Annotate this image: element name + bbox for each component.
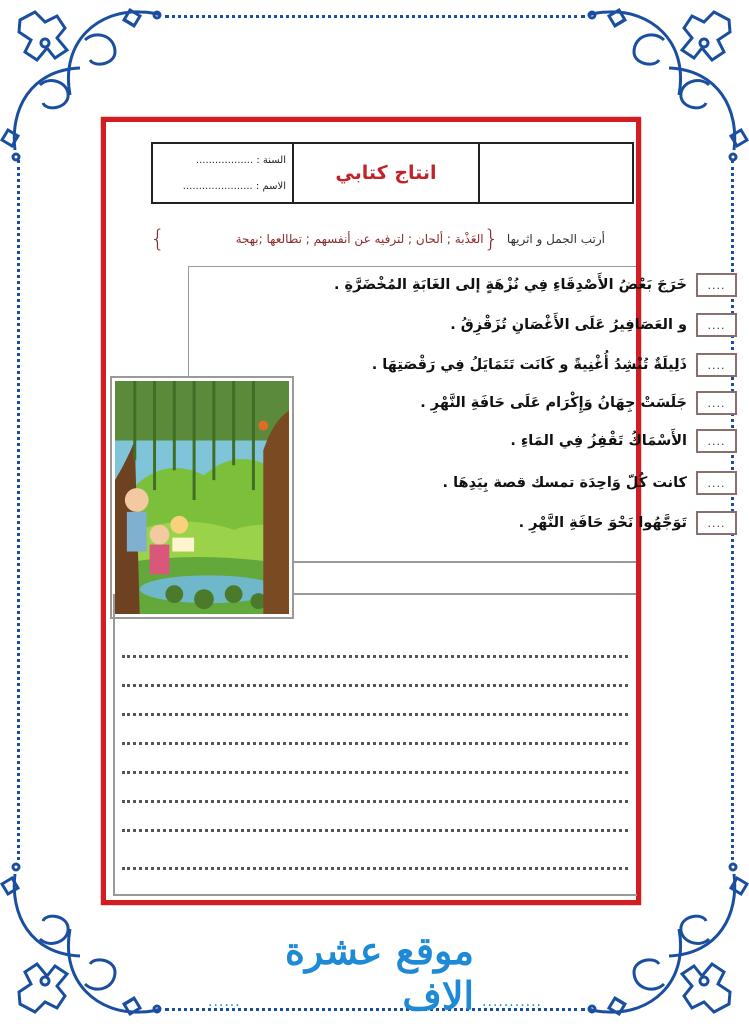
writing-line[interactable] xyxy=(122,829,628,832)
order-box[interactable]: .... xyxy=(696,429,737,453)
student-info-cell xyxy=(153,144,294,202)
sentence-row xyxy=(372,350,737,380)
sentence-text: الأَسْمَاكُ تَقْفِزُ فِي المَاءِ . xyxy=(510,433,687,449)
level-label: السنة : xyxy=(256,155,286,166)
footer-brand xyxy=(200,928,550,1018)
writing-line[interactable] xyxy=(122,800,628,803)
order-box[interactable]: .... xyxy=(696,391,737,415)
level-row xyxy=(157,148,286,174)
writing-line[interactable] xyxy=(122,684,628,687)
order-box[interactable]: .... xyxy=(696,353,737,377)
word-bank: العَذْبة ; ألحان ; لترفيه عن أنفسهم ; تطالعها ;بهجة xyxy=(235,232,484,246)
writing-line[interactable] xyxy=(122,867,628,870)
page-title: انتاج كتابي xyxy=(335,162,437,184)
instruction-text: أرتب الجمل و اثريها xyxy=(506,232,605,246)
order-box[interactable]: .... xyxy=(696,273,737,297)
footer-dots-right: ........... xyxy=(482,994,542,1010)
open-brace: { xyxy=(483,225,499,253)
sentence-text: ذَلِيلَةٌ تُنْشِدُ أُغْنِيةً و كَانَت تَتَمَايَلُ فِي رَقْصَتِهَا . xyxy=(371,357,687,373)
writing-line[interactable] xyxy=(122,655,628,658)
sentence-row xyxy=(519,508,737,538)
writing-area xyxy=(113,594,637,896)
writing-line[interactable] xyxy=(122,771,628,774)
order-box[interactable]: .... xyxy=(696,313,737,337)
sentence-text: تَوَجَّهُوا نَحْوَ حَافَةِ النَّهْرِ . xyxy=(518,515,687,531)
sentence-row xyxy=(443,468,737,498)
sentence-row xyxy=(510,426,737,456)
outer-frame-left xyxy=(17,160,20,860)
name-label: الاسم : xyxy=(255,181,286,192)
name-field[interactable]: ...................... xyxy=(182,181,253,192)
order-box[interactable]: .... xyxy=(696,511,737,535)
instruction xyxy=(150,226,605,252)
level-field[interactable]: .................. xyxy=(195,155,254,166)
close-brace: } xyxy=(150,225,166,253)
outer-frame-top xyxy=(165,15,585,18)
sentence-row xyxy=(334,270,737,300)
sentence-text: جَلَسَتْ جِهَانُ وَإِكْرَام عَلَى حَافَةِ النَّهْرِ . xyxy=(420,395,687,411)
footer-dots-left: ...... xyxy=(208,994,241,1010)
sentence-text: خَرَجَ بَعْضُ الأَصْدِقَاءِ فِي نُزْهَةٍ إلى الغَابَةِ المُخْضَرَّةِ . xyxy=(333,277,687,293)
title-cell xyxy=(294,144,480,202)
sentence-text: و العَصَافِيرُ عَلَى الأَغْصَانِ تُزَقْزِقُ . xyxy=(450,317,687,333)
order-box[interactable]: .... xyxy=(696,471,737,495)
writing-line[interactable] xyxy=(122,742,628,745)
header-table xyxy=(151,142,634,204)
story-picture xyxy=(110,376,294,619)
blank-cell xyxy=(480,144,632,202)
sentence-text: كانت كُلّ وَاحِدَة تمسك قصة بِيَدِهَا . xyxy=(442,475,687,491)
writing-line[interactable] xyxy=(122,713,628,716)
divider-line xyxy=(290,561,636,563)
brand-text: موقع عشرة الاف xyxy=(284,928,475,1018)
sentence-row xyxy=(450,310,737,340)
sentence-row xyxy=(420,388,737,418)
name-row xyxy=(157,174,286,200)
